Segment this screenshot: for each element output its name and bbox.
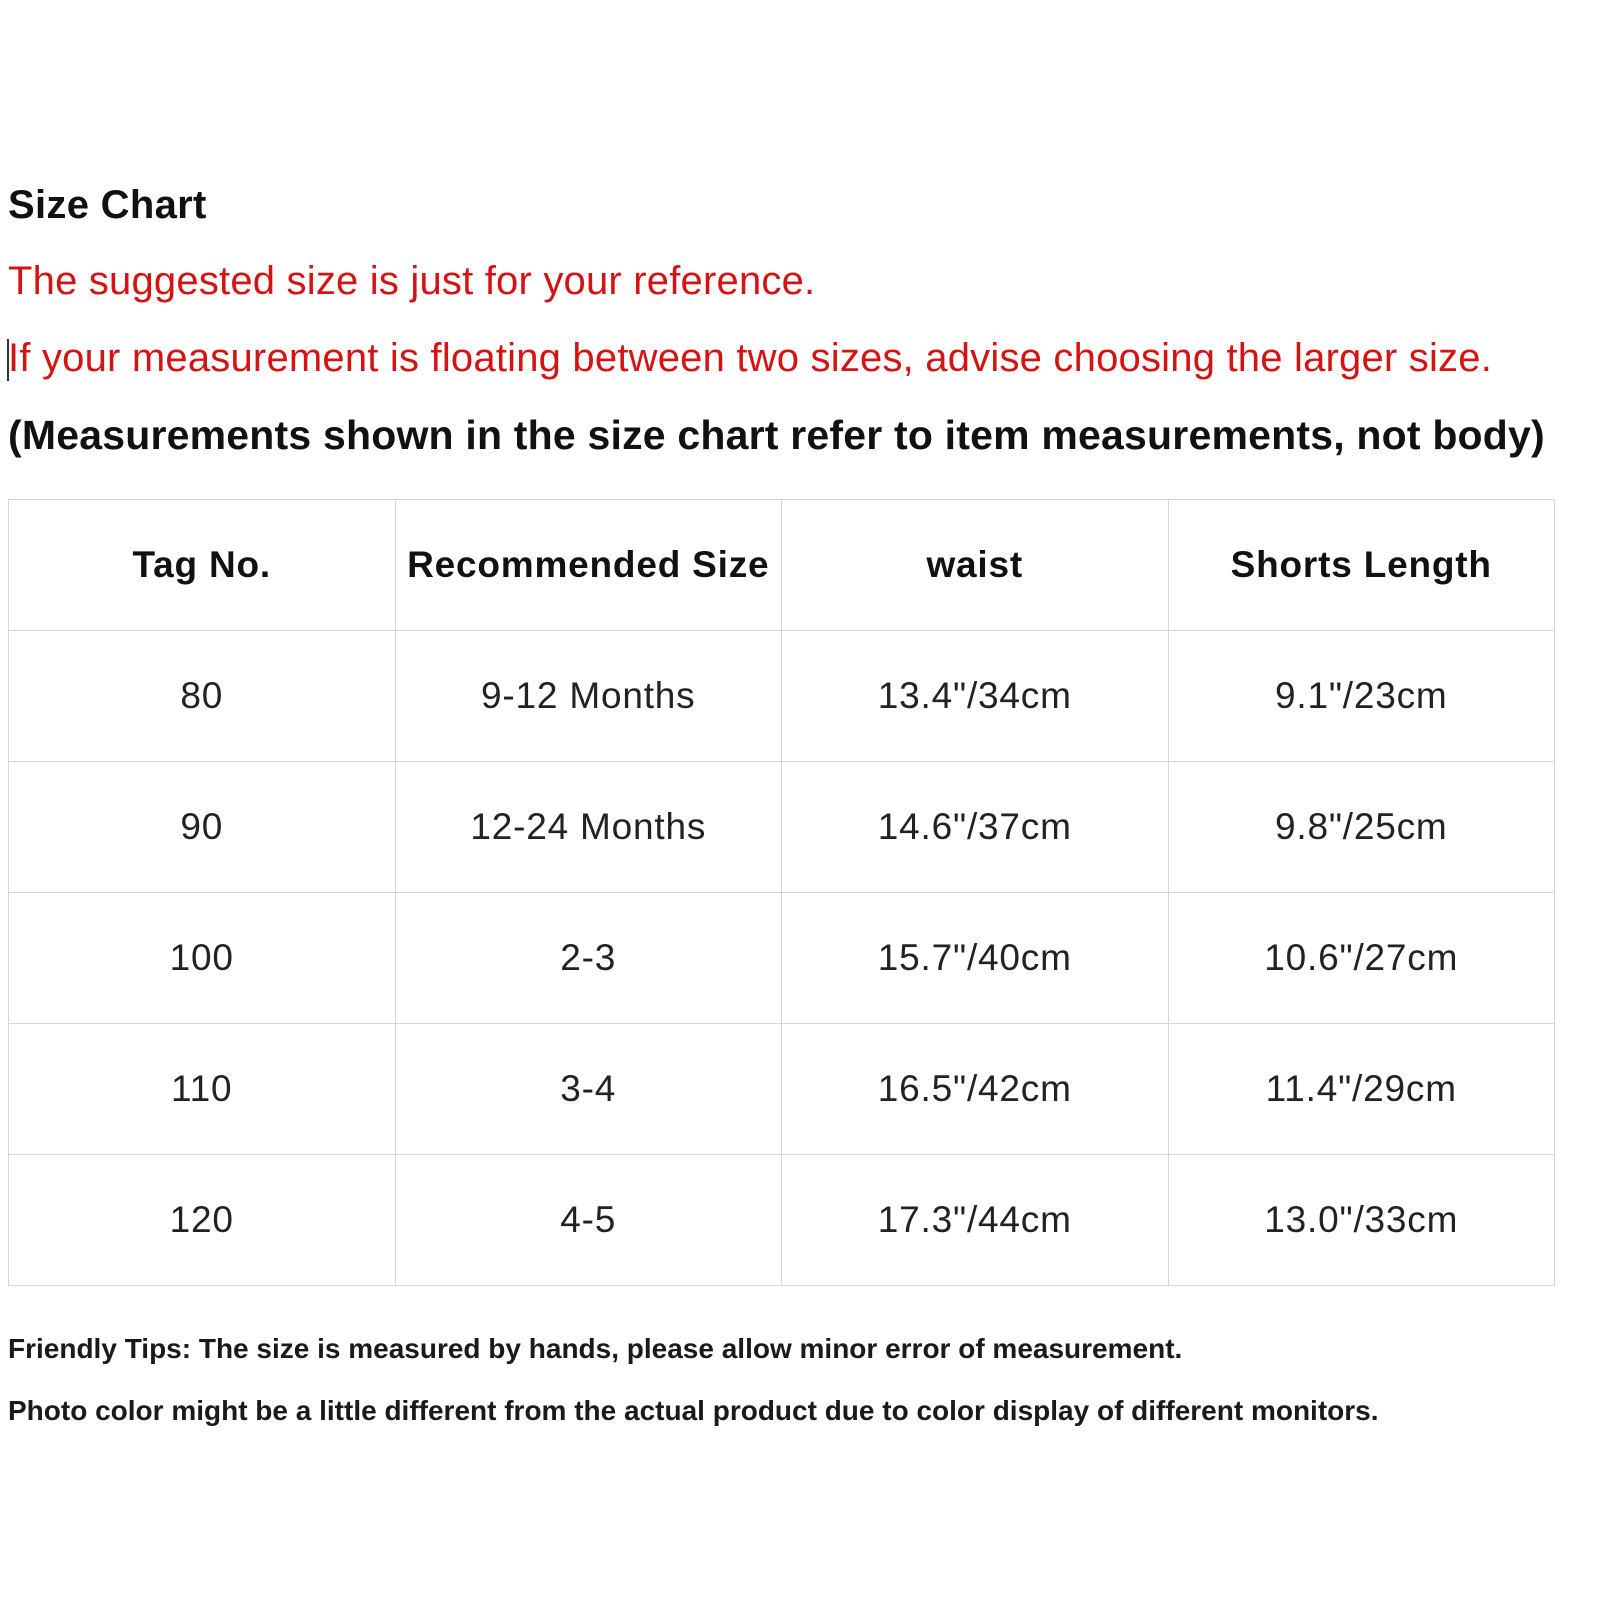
cell-shorts-length: 13.0"/33cm [1168, 1155, 1555, 1286]
cell-shorts-length: 11.4"/29cm [1168, 1024, 1555, 1155]
cell-tag-no: 90 [9, 762, 396, 893]
cell-recommended-size: 2-3 [395, 893, 782, 1024]
size-advice-note: If your measurement is floating between two sizes, advise choosing the larger size. [8, 336, 1493, 380]
cell-recommended-size: 12-24 Months [395, 762, 782, 893]
cell-recommended-size: 4-5 [395, 1155, 782, 1286]
header-waist: waist [782, 500, 1169, 631]
cell-waist: 15.7"/40cm [782, 893, 1169, 1024]
cell-shorts-length: 9.8"/25cm [1168, 762, 1555, 893]
table-row [9, 1155, 1555, 1286]
reference-note: The suggested size is just for your reference. [8, 259, 816, 303]
cell-waist: 14.6"/37cm [782, 762, 1169, 893]
cell-waist: 17.3"/44cm [782, 1155, 1169, 1286]
header-tag-no: Tag No. [9, 500, 396, 631]
cell-tag-no: 100 [9, 893, 396, 1024]
size-table [8, 499, 1555, 1286]
cell-shorts-length: 10.6"/27cm [1168, 893, 1555, 1024]
table-row [9, 893, 1555, 1024]
table-row [9, 762, 1555, 893]
color-disclaimer: Photo color might be a little different from the actual product due to color display of different monitors. [8, 1395, 1379, 1426]
friendly-tips: Friendly Tips: The size is measured by hands, please allow minor error of measurement. [8, 1333, 1183, 1364]
table-row [9, 631, 1555, 762]
measurement-note: (Measurements shown in the size chart refer to item measurements, not body) [8, 412, 1545, 458]
cell-tag-no: 110 [9, 1024, 396, 1155]
cell-waist: 16.5"/42cm [782, 1024, 1169, 1155]
header-shorts-length: Shorts Length [1168, 500, 1555, 631]
table-row [9, 1024, 1555, 1155]
cell-waist: 13.4"/34cm [782, 631, 1169, 762]
page-title: Size Chart [8, 183, 207, 227]
header-recommended-size: Recommended Size [395, 500, 782, 631]
cell-tag-no: 80 [9, 631, 396, 762]
cell-shorts-length: 9.1"/23cm [1168, 631, 1555, 762]
cell-recommended-size: 9-12 Months [395, 631, 782, 762]
table-header-row [9, 500, 1555, 631]
cell-recommended-size: 3-4 [395, 1024, 782, 1155]
cell-tag-no: 120 [9, 1155, 396, 1286]
